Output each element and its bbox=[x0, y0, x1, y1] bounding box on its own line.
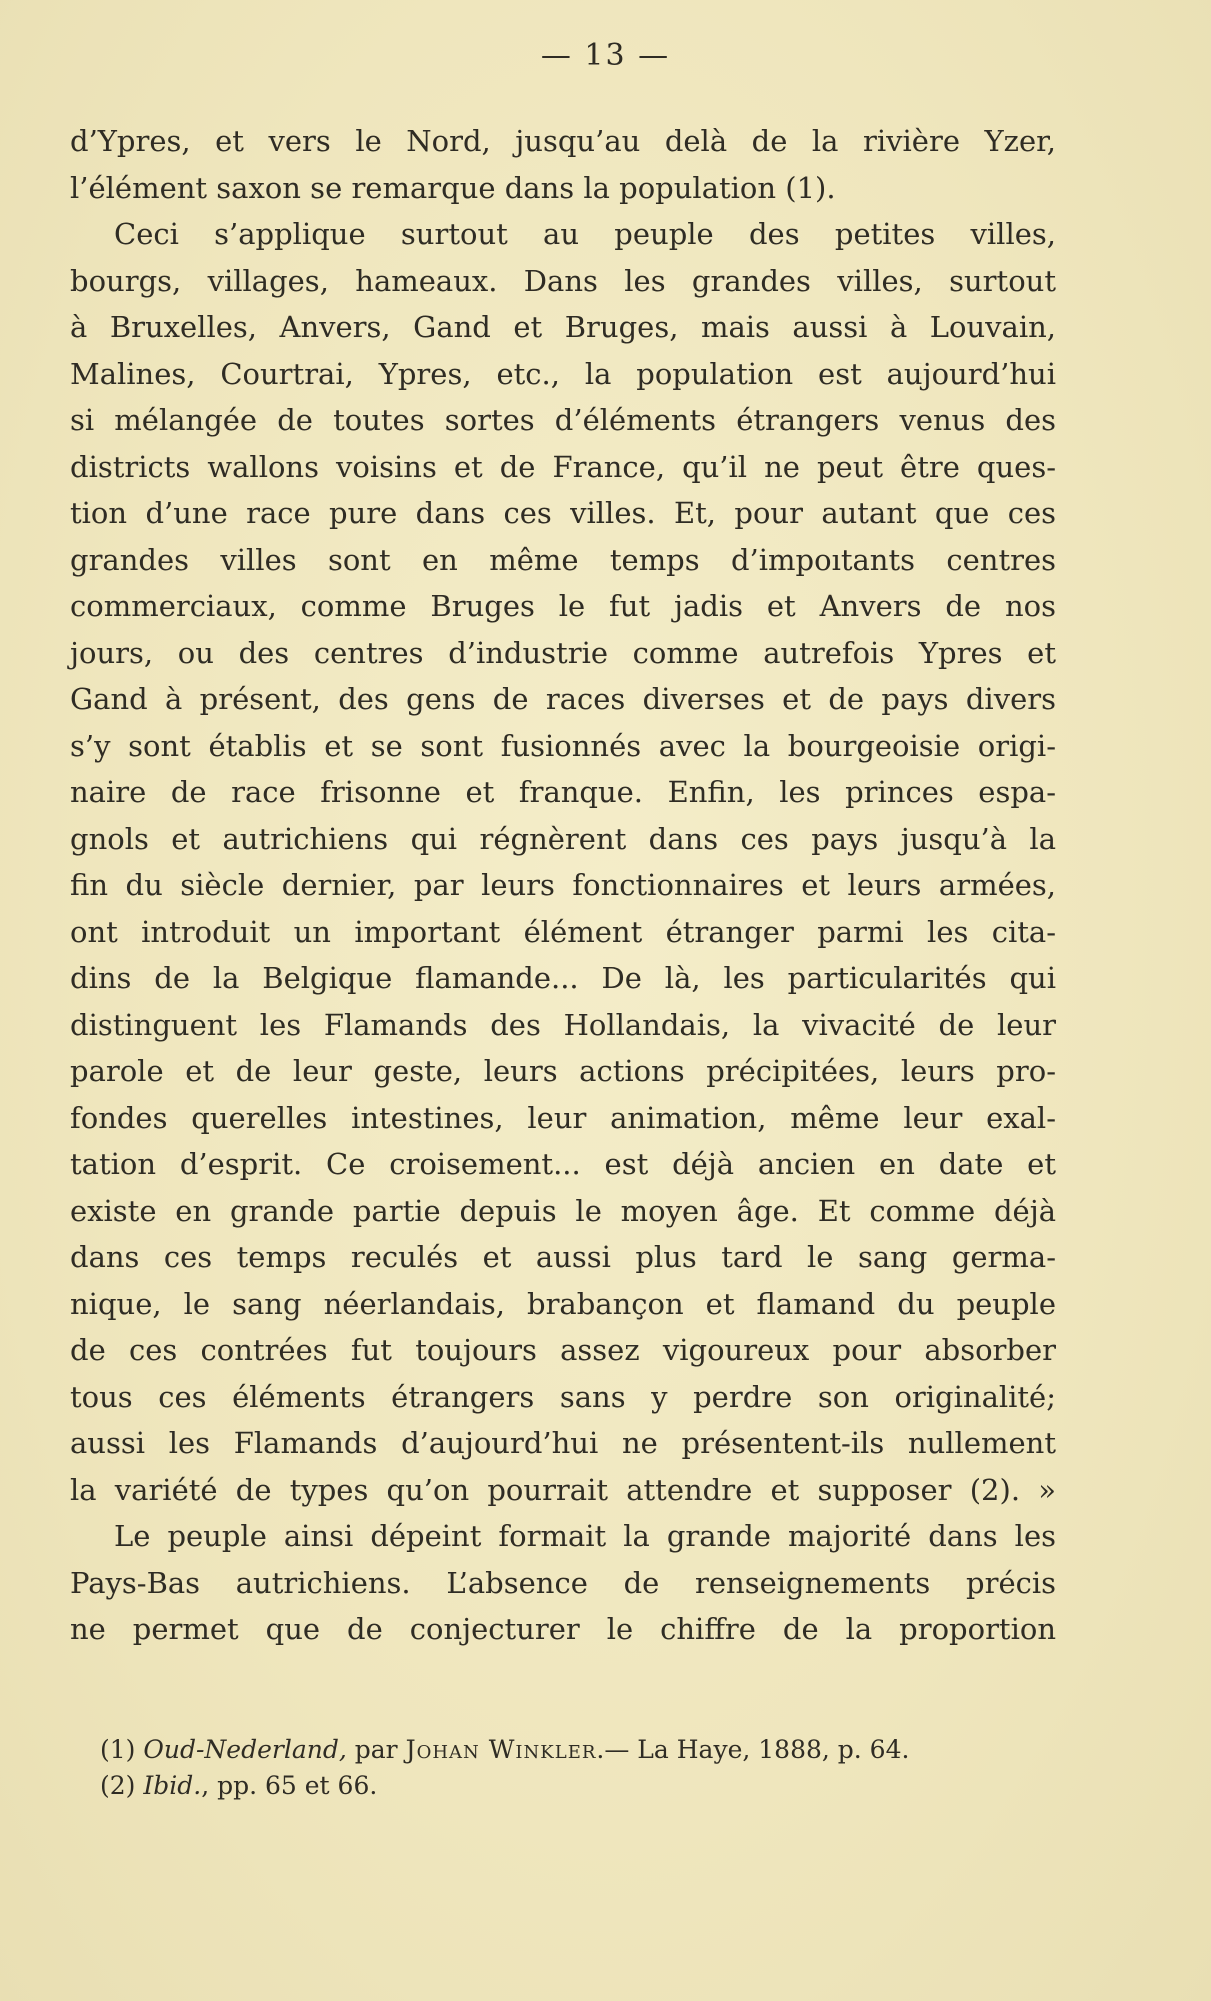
text-line: gnols et autrichiens qui régnèrent dans ces pays jusqu’à la bbox=[70, 821, 1056, 856]
text-line: parole et de leur geste, leurs actions précipitées, leurs pro- bbox=[70, 1054, 1056, 1088]
footnote-mark: (2) bbox=[100, 1771, 136, 1800]
text-line: à Bruxelles, Anvers, Gand et Bruges, mais aussi à Louvain, bbox=[70, 310, 1056, 344]
footnotes bbox=[100, 1732, 1060, 1804]
footnote bbox=[100, 1732, 1060, 1768]
footnote-rest: .— La Haye, 1888, p. 64. bbox=[596, 1735, 910, 1764]
text-line: commerciaux, comme Bruges le fut jadis et Anvers de nos bbox=[70, 589, 1056, 623]
text-line: fin du siècle dernier, par leurs fonctionnaires et leurs armées, bbox=[70, 868, 1056, 902]
text-line: jours, ou des centres d’industrie comme autrefois Ypres et bbox=[70, 635, 1056, 670]
text-line: tous ces éléments étrangers sans y perdre son originalité; bbox=[70, 1379, 1056, 1414]
text-line: distinguent les Flamands des Hollandais, la vivacité de leur bbox=[70, 1007, 1056, 1042]
text-line: s’y sont établis et se sont fusionnés avec la bourgeoisie origi- bbox=[70, 728, 1056, 763]
footnote-title: Oud-Nederland, bbox=[143, 1735, 347, 1764]
text-line: dans ces temps reculés et aussi plus tard le sang germa- bbox=[70, 1240, 1056, 1274]
text-line: de ces contrées fut toujours assez vigoureux pour absorber bbox=[70, 1333, 1056, 1367]
footnote-mark: (1) bbox=[100, 1735, 136, 1764]
text-line: si mélangée de toutes sortes d’éléments étrangers venus des bbox=[70, 403, 1056, 437]
text-line: nique, le sang néerlandais, brabançon et flamand du peuple bbox=[70, 1286, 1056, 1321]
text-line: naire de race frisonne et franque. Enfin, les princes espa- bbox=[70, 775, 1056, 809]
text-line: tion d’une race pure dans ces villes. Et, pour autant que ces bbox=[70, 496, 1056, 530]
text-line: Pays-Bas autrichiens. L’absence de renseignements précis bbox=[70, 1565, 1056, 1600]
text-line: aussi les Flamands d’aujourd’hui ne présentent-ils nullement bbox=[70, 1426, 1056, 1460]
text-line: ont introduit un important élément étranger parmi les cita- bbox=[70, 914, 1056, 949]
text-line: Ceci s’applique surtout au peuple des petites villes, bbox=[114, 217, 1056, 251]
footnote-by: par bbox=[346, 1735, 406, 1764]
text-line: l’élément saxon se remarque dans la population (1). bbox=[70, 170, 836, 205]
text-line: d’Ypres, et vers le Nord, jusqu’au delà de la rivière Yzer, bbox=[70, 124, 1056, 158]
body-text bbox=[70, 118, 1056, 1653]
text-line: districts wallons voisins et de France, qu’il ne peut être ques- bbox=[70, 449, 1056, 484]
footnote-rest: , pp. 65 et 66. bbox=[201, 1771, 378, 1800]
text-line: Gand à présent, des gens de races diverses et de pays divers bbox=[70, 682, 1056, 716]
text-line: la variété de types qu’on pourrait attendre et supposer (2). » bbox=[70, 1472, 1056, 1507]
footnote bbox=[100, 1768, 1060, 1804]
text-line: tation d’esprit. Ce croisement... est déjà ancien en date et bbox=[70, 1147, 1056, 1181]
text-line: Le peuple ainsi dépeint formait la grande majorité dans les bbox=[114, 1519, 1056, 1553]
text-line: bourgs, villages, hameaux. Dans les grandes villes, surtout bbox=[70, 263, 1056, 298]
footnote-title: Ibid. bbox=[143, 1771, 202, 1800]
text-line: dins de la Belgique flamande... De là, les particularités qui bbox=[70, 961, 1056, 995]
footnote-author: Johan Winkler bbox=[405, 1735, 597, 1764]
text-line: ne permet que de conjecturer le chiffre de la proportion bbox=[70, 1612, 1056, 1646]
text-line: existe en grande partie depuis le moyen âge. Et comme déjà bbox=[70, 1193, 1056, 1228]
text-line: fondes querelles intestines, leur animation, même leur exal- bbox=[70, 1100, 1056, 1135]
text-line: grandes villes sont en même temps d’impoıtants centres bbox=[70, 542, 1056, 577]
text-line: Malines, Courtrai, Ypres, etc., la population est aujourd’hui bbox=[70, 356, 1056, 391]
page-number: — 13 — bbox=[540, 38, 671, 73]
